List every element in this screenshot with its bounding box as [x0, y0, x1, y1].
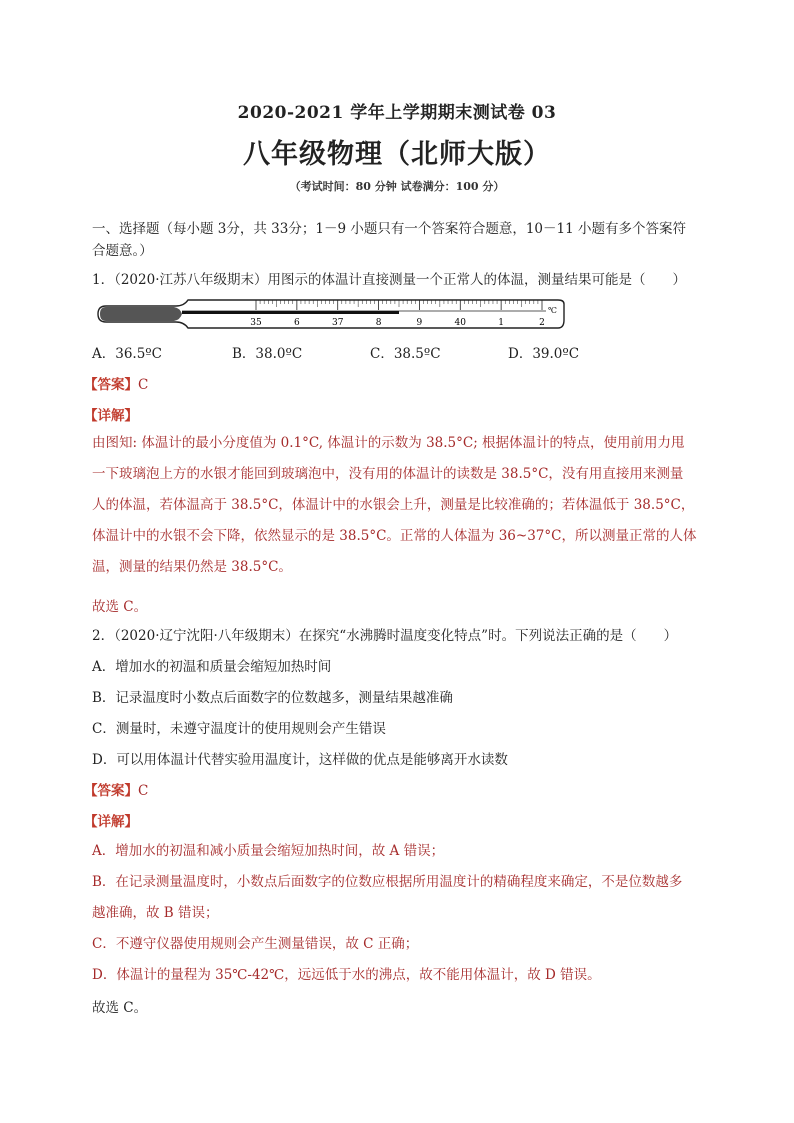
- explanation-line: 人的体温，若体温高于 38.5°C，体温计中的水银会上升，测量是比较准确的；若体温低于 38.5°C，: [92, 497, 695, 513]
- scale-label: 35: [250, 318, 262, 328]
- answer-value: C: [138, 783, 149, 799]
- explanation-line: D．体温计的量程为 35℃-42℃，远远低于水的沸点，故不能用体温计，故 D 错误。: [92, 967, 601, 983]
- scale-label: 6: [293, 318, 300, 328]
- q1-answer: [84, 373, 148, 393]
- scale-label: 1: [498, 318, 505, 328]
- scale-label: 2: [539, 318, 545, 328]
- q2-stem: 2．（2020·辽宁沈阳·八年级期末）在探究“水沸腾时温度变化特点”时。下列说法正确的是（ ）: [92, 628, 678, 644]
- q1-option-a: A．36.5ºC: [92, 346, 162, 362]
- q2-explanation: [92, 836, 706, 991]
- q1-explanation: [92, 428, 706, 583]
- exam-subject: 八年级物理（北师大版）: [243, 139, 551, 170]
- explanation-line: B．在记录测量温度时，小数点后面数字的位数应根据所用温度计的精确程度来确定，不是位数越多: [92, 874, 683, 890]
- exam-title: 2020-2021 学年上学期期末测试卷 03: [237, 103, 557, 123]
- exam-info: （考试时间：80 分钟 试卷满分：100 分）: [289, 180, 505, 193]
- thermometer-unit: ℃: [548, 306, 557, 315]
- q1-conclusion: 故选 C。: [92, 599, 148, 615]
- scale-label: 8: [375, 318, 382, 328]
- answer-label: 【答案】: [84, 377, 138, 393]
- scale-label: 9: [416, 318, 423, 328]
- q2-option-d: D．可以用体温计代替实验用温度计，这样做的优点是能够离开水读数: [92, 752, 508, 768]
- q1-option-b: B．38.0ºC: [232, 346, 303, 362]
- q2-answer: [84, 779, 148, 799]
- thermometer-figure: [96, 298, 566, 330]
- explanation-line: 温，测量的结果仍然是 38.5°C。: [92, 559, 292, 575]
- q2-detail-label: 【详解】: [84, 814, 138, 830]
- explanation-line: A．增加水的初温和减小质量会缩短加热时间，故 A 错误；: [92, 843, 445, 859]
- section-heading-line: 合题意。）: [92, 243, 153, 259]
- q1-detail-label: 【详解】: [84, 408, 138, 424]
- scale-label: 40: [454, 318, 467, 328]
- explanation-line: 由图知: 体温计的最小分度值为 0.1°C, 体温计的示数为 38.5°C; 根据体温计的特点，使用前用力甩: [92, 435, 685, 451]
- section-heading: [92, 218, 704, 262]
- thermometer-bulb: [100, 307, 182, 321]
- q2-option-c: C．测量时，未遵守温度计的使用规则会产生错误: [92, 721, 386, 737]
- q2-option-b: B．记录温度时小数点后面数字的位数越多，测量结果越准确: [92, 690, 453, 706]
- explanation-line: 越准确，故 B 错误；: [92, 905, 219, 921]
- explanation-line: 一下玻璃泡上方的水银才能回到玻璃泡中，没有用的体温计的读数是 38.5°C，没有用直接用来测量: [92, 466, 684, 482]
- answer-label: 【答案】: [84, 783, 138, 799]
- section-heading-line: 一、选择题（每小题 3分，共 33分；1－9 小题只有一个答案符合题意，10－11 小题有多个答案符: [92, 221, 686, 237]
- q1-stem: 1．（2020·江苏八年级期末）用图示的体温计直接测量一个正常人的体温，测量结果可能是（ ）: [92, 272, 686, 288]
- scale-label: 37: [331, 318, 344, 328]
- explanation-line: 体温计中的水银不会下降，依然显示的是 38.5°C。正常的人体温为 36~37°C，所以测量正常的人体: [92, 528, 697, 544]
- mercury-column: [182, 311, 399, 314]
- q2-option-a: A．增加水的初温和质量会缩短加热时间: [92, 659, 332, 675]
- q1-option-c: C．38.5ºC: [370, 346, 441, 362]
- answer-value: C: [138, 377, 149, 393]
- explanation-line: C．不遵守仪器使用规则会产生测量错误，故 C 正确；: [92, 936, 419, 952]
- q2-conclusion: 故选 C。: [92, 1000, 148, 1016]
- q1-option-d: D．39.0ºC: [508, 346, 580, 362]
